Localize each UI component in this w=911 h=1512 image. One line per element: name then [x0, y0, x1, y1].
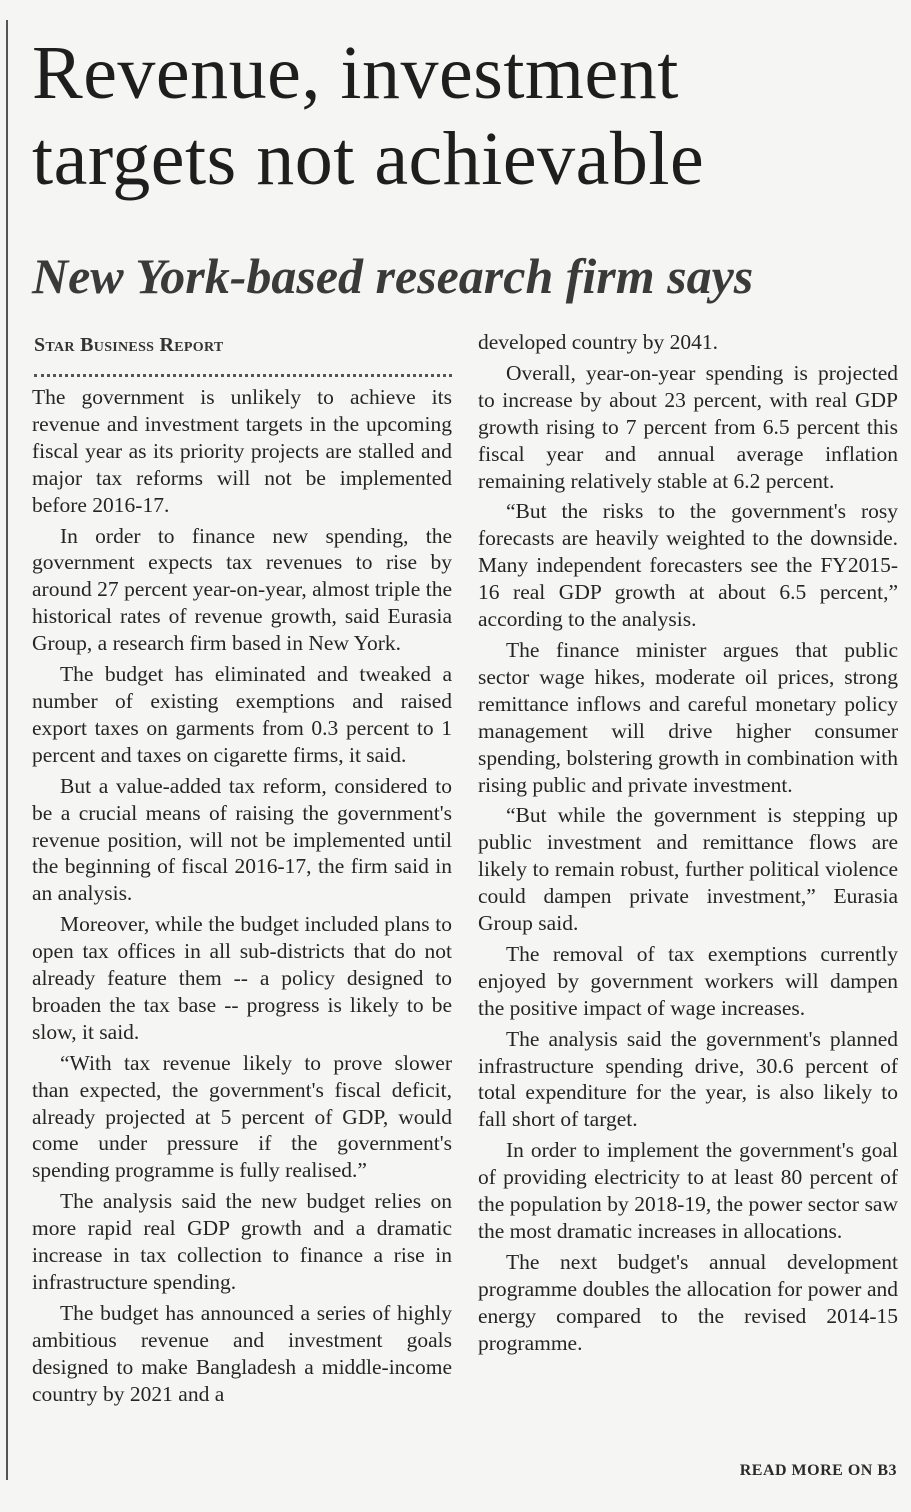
read-more-link[interactable]: READ MORE ON B3 [739, 1462, 897, 1479]
byline-divider [34, 374, 452, 377]
byline: Star Business Report [34, 334, 224, 356]
paragraph: Moreover, while the budget included plans to open tax offices in all sub-districts that do not already feature them -- a policy designed to broaden the tax base -- progress is likely to be slow, it said. [32, 912, 452, 1044]
paragraph: The analysis said the new budget relies on more rapid real GDP growth and a dramatic increase in tax collection to finance a rise in infrastructure spending. [32, 1189, 452, 1294]
paragraph: “But while the government is stepping up public investment and remittance flows are likely to remain robust, further political violence could dampen private investment,” Eurasia Group said. [478, 803, 898, 936]
paragraph: The next budget's annual development programme doubles the allocation for power and energy compared to the revised 2014-15 programme. [478, 1249, 898, 1355]
paragraph: The finance minister argues that public sector wage hikes, moderate oil prices, strong remittance inflows and careful monetary policy management will drive higher consumer spending, bolstering growth in combination with rising public and private investment. [478, 637, 898, 797]
paragraph-continuation: developed country by 2041. [478, 330, 719, 354]
right-column [478, 329, 898, 1459]
left-column [32, 384, 452, 1494]
paragraph: The budget has eliminated and tweaked a number of existing exemptions and raised export taxes on garments from 0.3 percent to 1 percent and taxes on cigarette firms, it said. [32, 662, 452, 767]
paragraph: “With tax revenue likely to prove slower than expected, the government's fiscal deficit, already projected at 5 percent of GDP, would come under pressure if the government's spending programme is fully realised.” [32, 1050, 452, 1183]
headline: Revenue, investment targets not achievable [32, 31, 705, 201]
paragraph: The analysis said the government's planned infrastructure spending drive, 30.6 percent of total expenditure for the year, is also likely to fall short of target. [478, 1026, 898, 1132]
column-rule [6, 20, 8, 1480]
paragraph: Overall, year-on-year spending is projected to increase by about 23 percent, with real GDP growth rising to 7 percent from 6.5 percent this fiscal year and annual average inflation remaining relatively stable at 6.2 percent. [478, 360, 898, 493]
paragraph: In order to implement the government's goal of providing electricity to at least 80 percent of the population by 2018-19, the power sector saw the most dramatic increases in allocations. [478, 1138, 898, 1243]
paragraph: In order to finance new spending, the government expects tax revenues to rise by around 27 percent year-on-year, almost triple the historical rates of revenue growth, said Eurasia Group, a research firm based in New York. [32, 523, 452, 656]
paragraph: “But the risks to the government's rosy forecasts are heavily weighted to the downside. Many independent forecasters see the FY2015-16 real GDP growth at about 6.5 percent,” according to the analysis. [478, 499, 898, 632]
paragraph: The budget has announced a series of highly ambitious revenue and investment goals designed to make Bangladesh a middle-income country by 2021 and a [32, 1300, 452, 1406]
subheadline: New York-based research firm says [32, 248, 754, 304]
paragraph: The government is unlikely to achieve its revenue and investment targets in the upcoming fiscal year as its priority projects are stalled and major tax reforms will not be implemented before 2016-17. [32, 385, 452, 517]
paragraph: The removal of tax exemptions currently enjoyed by government workers will dampen the positive impact of wage increases. [478, 941, 898, 1020]
paragraph: But a value-added tax reform, considered to be a crucial means of raising the government's revenue position, will not be implemented until the beginning of fiscal 2016-17, the firm said in an analysis. [32, 773, 452, 906]
